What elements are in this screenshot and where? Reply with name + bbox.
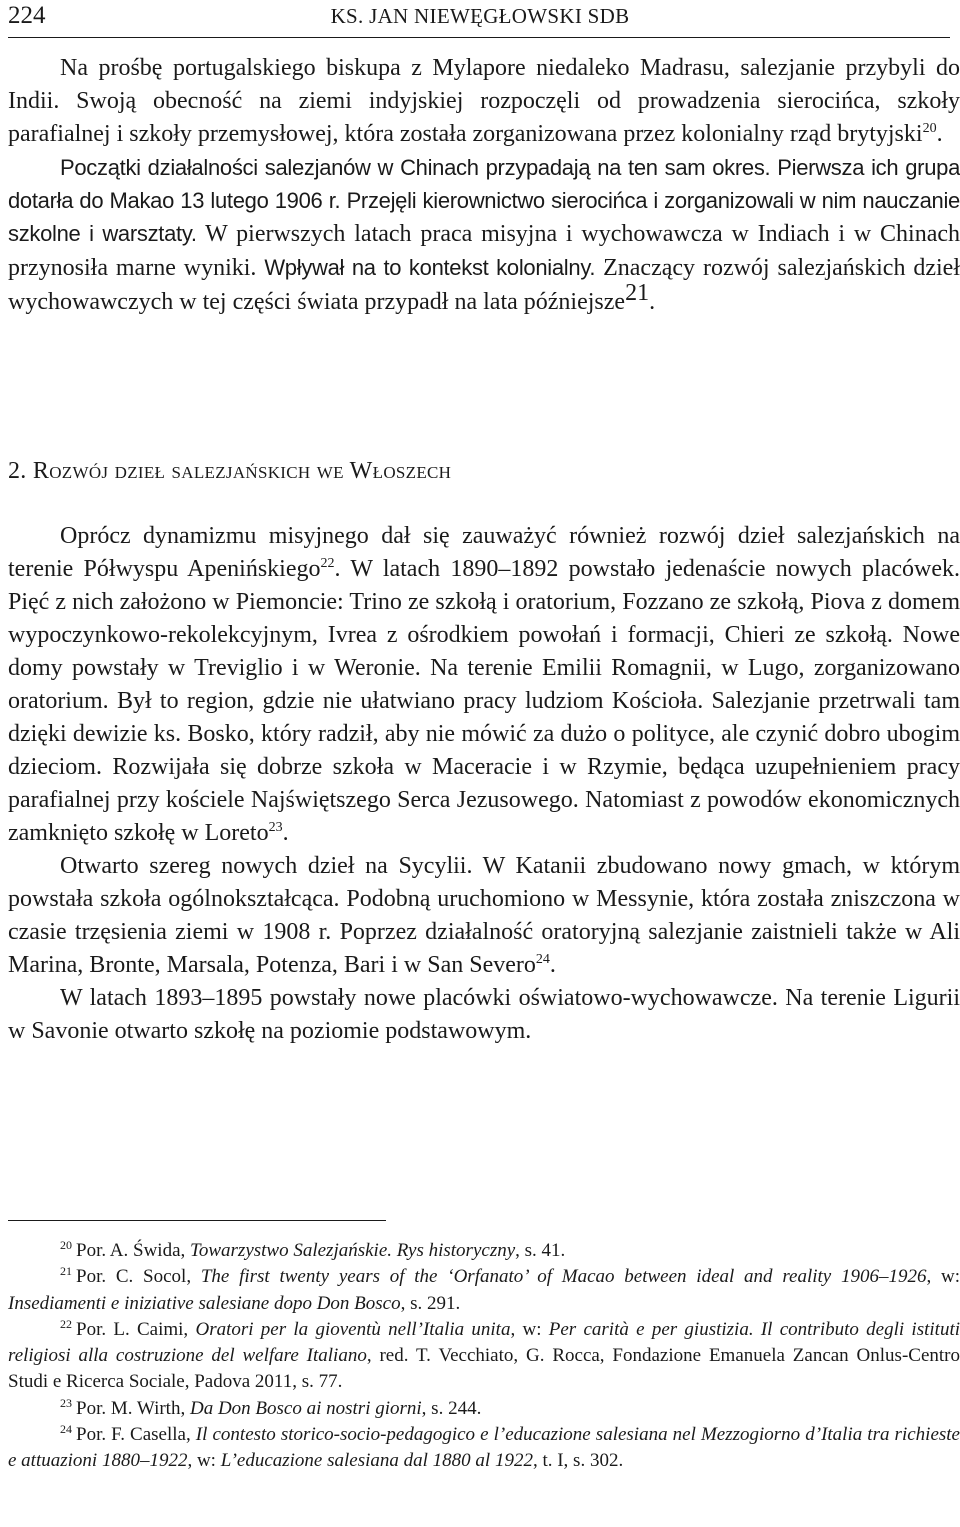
paragraph-text: Oprócz dynamizmu misyjnego dał się zauważyć również rozwój dzieł salezjańskich na terenie Półwyspu Apenińskiego (8, 523, 960, 582)
footnote-text: Por. A. Świda, (76, 1240, 191, 1261)
paragraph-text: . (282, 820, 289, 846)
footnote-text: , s. 41. (515, 1240, 566, 1261)
paragraph-sicily (8, 850, 960, 982)
footnote-21 (8, 1264, 960, 1317)
footnote-number: 21 (60, 1264, 72, 1279)
paragraph-text: . (549, 952, 556, 978)
footnote-title: L’educazione salesiana dal 1880 al 1922 (220, 1450, 533, 1472)
section-heading (8, 455, 451, 488)
footnote-text: Por. F. Casella, (76, 1424, 196, 1446)
footnote-text: , w: (187, 1450, 221, 1472)
paragraph-liguria (8, 982, 960, 1048)
footnote-ref: 20 (922, 121, 937, 136)
section-number: 2. (8, 458, 27, 484)
footnote-title: The first twenty years of the ‘Orfanato’ of Macao between ideal and reality 1906–1926 (200, 1266, 927, 1288)
header-rule (8, 37, 950, 38)
footnote-text: , red. T. Vecchiato, G. Rocca, Fondazione Emanuela Zancan Onlus-Centro Studi e Ricerca Sociale, Padova 2011, s. 77. (8, 1345, 960, 1393)
footnote-text: Por. L. Caimi, (76, 1318, 196, 1340)
paragraph-india (8, 52, 960, 151)
paragraph-text: Otwarto szereg nowych dzieł na Sycylii. W Katanii zbudowano nowy gmach, w którym powstała szkoła ogólnokształcąca. Podobną uruchomiono w Messynie, która została zniszczona w czasie trzęsienia ziemi w 1908 r. Poprzez działalność oratoryjną salezjanie zaistnieli także w Ali Marina, Bronte, Marsala, Potenza, Bari i w San Severo (8, 853, 960, 978)
paragraph-text: W pierwszych latach praca misyjna i wychowawcza w Indiach i w Chinach przynosiła marne wyniki. (8, 221, 960, 281)
footnotes (8, 1238, 960, 1475)
paragraph-text: . (649, 289, 656, 315)
footnote-ref: 21 (625, 280, 650, 306)
paragraph-text: Początki działalności salezjanów w Chinach przypadają na ten sam okres. Pierwsza ich grupa dotarła do Makao 13 lutego 1906 r. (8, 155, 960, 213)
paragraph-text: W latach 1893–1895 powstały nowe placówki oświatowo-wychowawcze. Na terenie Ligurii w Savonie otwarto szkołę na poziomie podstawowym. (8, 985, 960, 1044)
body-text-main (8, 520, 960, 1048)
paragraph-text: Na prośbę portugalskiego biskupa z Mylapore niedaleko Madrasu, salezjanie przybyli do Indii. Swoją obecność na ziemi indyjskiej rozpoczęli od prowadzenia sierocińca, szkoły parafialnej i szkoły przemysłowej, która została zorganizowana przez kolonialny rząd brytyjski (8, 55, 960, 147)
footnote-number: 23 (60, 1395, 72, 1410)
running-head (8, 0, 952, 36)
running-title: KS. JAN NIEWĘGŁOWSKI SDB (330, 4, 630, 28)
paragraph-text: . W latach 1890–1892 powstało jedenaście nowych placówek. Pięć z nich założono w Piemoncie: Trino ze szkołą i oratorium, Fozzano ze szkołą, Piova z domem wypoczynkowo-rekolekcyjnym, Ivrea z ośrodkiem powołań i formacji, Chieri ze szkołą. Nowe domy powstały w Treviglio i w Weronie. Na terenie Emilii Romagnii, w Lugo, zorganizowano oratorium. Był to region, gdzie nie ułatwiano pracy ludziom Kościoła. Salezjanie przetrwali tam dzięki dewizie ks. Bosko, który radził, aby nie mówić za dużo o polityce, ale czynić dobro ubogim dzieciom. Rozwijała się dobrze szkoła w Maceracie i w Rzymie, będąca uzupełnieniem pracy parafialnej przy kościele Najświętszego Serca Jezusowego. Natomiast z powodów ekonomicznych zamknięto szkołę w Loreto (8, 556, 960, 846)
footnote-number: 24 (60, 1422, 72, 1437)
page-number: 224 (8, 2, 46, 29)
footnote-title: Per carità e per giustizia. Il contributo degli istituti religiosi alla costruzione del welfare Italiano (8, 1318, 960, 1367)
footnote-ref: 23 (268, 820, 283, 835)
paragraph-italy (8, 520, 960, 850)
section-title: Rozwój dzieł salezjańskich we Włoszech (32, 458, 452, 484)
footnote-title: Oratori per la gioventù nell’Italia unita (195, 1318, 511, 1340)
footnote-text: , s. 244. (421, 1397, 482, 1419)
paragraph-text: Wpływał na to kontekst kolonialny. (264, 255, 596, 280)
paragraph-text: Przejęli kierownictwo sierocińca i zorganizowali w nim nauczanie szkolne i warsztaty. (8, 188, 960, 246)
footnote-23 (8, 1396, 960, 1422)
footnote-text: , w: (926, 1266, 960, 1288)
paragraph-china (8, 151, 960, 319)
footnote-ref: 22 (320, 556, 335, 571)
footnote-title: Da Don Bosco ai nostri giorni (189, 1397, 422, 1419)
footnote-title: Towarzystwo Salezjańskie. Rys historyczny (190, 1240, 516, 1261)
body-text-top (8, 52, 960, 319)
footnote-text: , t. I, s. 302. (532, 1450, 624, 1472)
paragraph-text: . (936, 121, 943, 147)
paragraph-text: Znaczący rozwój salezjańskich dzieł wychowawczych w tej części świata przypadł na lata późniejsze (8, 255, 960, 315)
footnote-number: 22 (60, 1316, 72, 1331)
footnote-ref: 24 (535, 952, 550, 967)
footnote-22 (8, 1317, 960, 1396)
footnote-24 (8, 1422, 960, 1475)
footnote-text: , w: (510, 1318, 549, 1340)
footnote-title: Il contesto storico-socio-pedagogico e l’educazione salesiana nel Mezzogiorno d’Italia tra richieste e attuazioni 1880–1922 (8, 1424, 960, 1472)
footnote-rule (8, 1220, 386, 1221)
footnote-text: Por. C. Socol, (76, 1266, 201, 1288)
footnote-text: Por. M. Wirth, (76, 1397, 190, 1419)
footnote-title: Insediamenti e iniziative salesiane dopo Don Bosco (8, 1292, 401, 1314)
footnote-text: , s. 291. (400, 1292, 461, 1314)
footnote-number: 20 (60, 1238, 72, 1252)
footnote-20 (8, 1238, 960, 1264)
